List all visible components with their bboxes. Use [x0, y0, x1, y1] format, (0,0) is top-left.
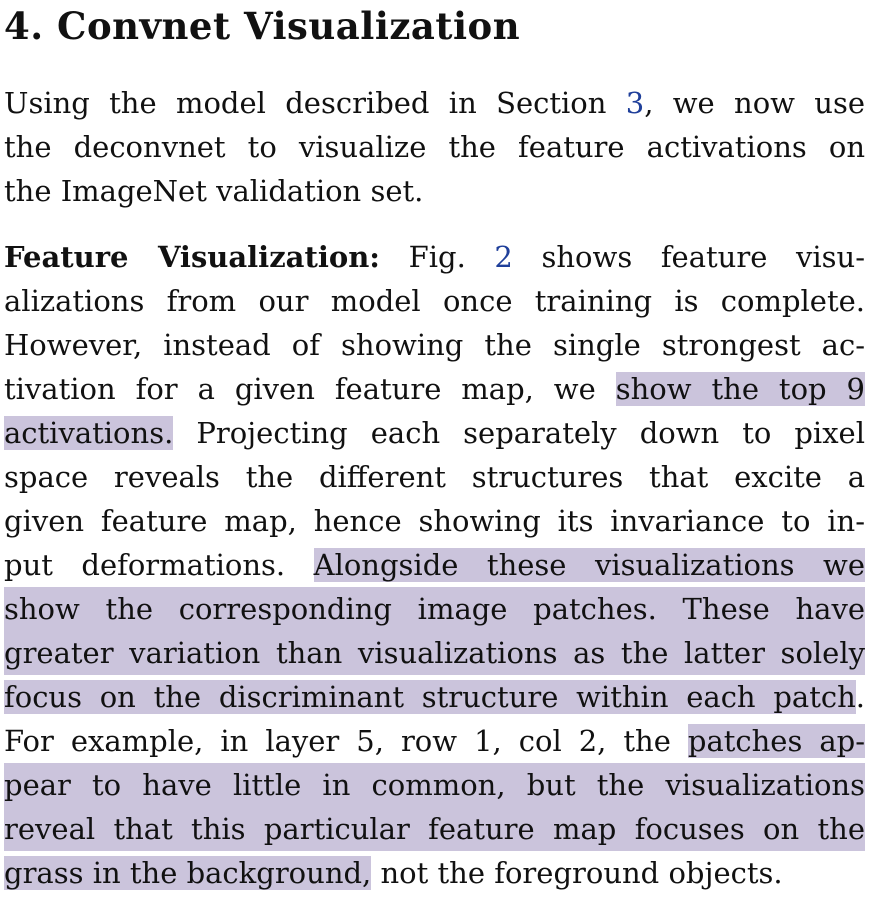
highlight-span: patches ap- — [687, 724, 865, 758]
feature-line-14: reveal that this particular feature map focuses on the — [4, 807, 865, 851]
intro-line-2: the deconvnet to visualize the feature activations on — [4, 130, 865, 164]
feature-line-3: However, instead of showing the single strongest ac- — [4, 328, 865, 362]
feature-line-15 — [4, 851, 865, 895]
section-reference-link[interactable]: 3 — [625, 86, 645, 120]
feature-line-11 — [4, 675, 865, 719]
figure-reference-link[interactable]: 2 — [494, 240, 513, 274]
text-span: , we now use — [644, 86, 866, 120]
feature-line-7: given feature map, hence showing its invariance to in- — [4, 504, 865, 538]
feature-line-2: alizations from our model once training is complete. — [4, 284, 865, 318]
feature-line-1 — [4, 235, 865, 279]
highlight-span: focus on the discriminant structure within each patch — [4, 680, 856, 714]
highlight-span: grass in the background, — [4, 856, 372, 890]
feature-line-6: space reveals the different structures that excite a — [4, 460, 865, 494]
text-span: not the foreground objects. — [371, 856, 783, 890]
text-span: put deformations. — [4, 548, 314, 582]
feature-line-12 — [4, 719, 865, 763]
feature-line-5 — [4, 411, 865, 455]
text-span: shows feature visu- — [512, 240, 865, 274]
feature-line-4 — [4, 367, 865, 411]
section-heading: 4. Convnet Visualization — [4, 4, 521, 48]
text-span: Fig. — [380, 240, 495, 274]
feature-line-13: pear to have little in common, but the visualizations — [4, 763, 865, 807]
text-span: Projecting each separately down to pixel — [173, 416, 865, 450]
highlight-span: Alongside these visualizations we — [313, 548, 865, 582]
highlight-span: show the top 9 — [615, 372, 865, 406]
highlight-span: activations. — [4, 416, 174, 450]
intro-line-3: the ImageNet validation set. — [4, 174, 424, 208]
feature-line-10: greater variation than visualizations as the latter solely — [4, 631, 865, 675]
text-span: For example, in layer 5, row 1, col 2, the — [4, 724, 688, 758]
runin-heading: Feature Visualization: — [4, 240, 380, 274]
text-span: tivation for a given feature map, we — [4, 372, 616, 406]
text-span: . — [855, 680, 865, 714]
text-span: Using the model described in Section — [4, 86, 626, 120]
feature-line-8 — [4, 543, 865, 587]
intro-line-1 — [4, 81, 865, 125]
feature-line-9: show the corresponding image patches. These have — [4, 587, 865, 631]
